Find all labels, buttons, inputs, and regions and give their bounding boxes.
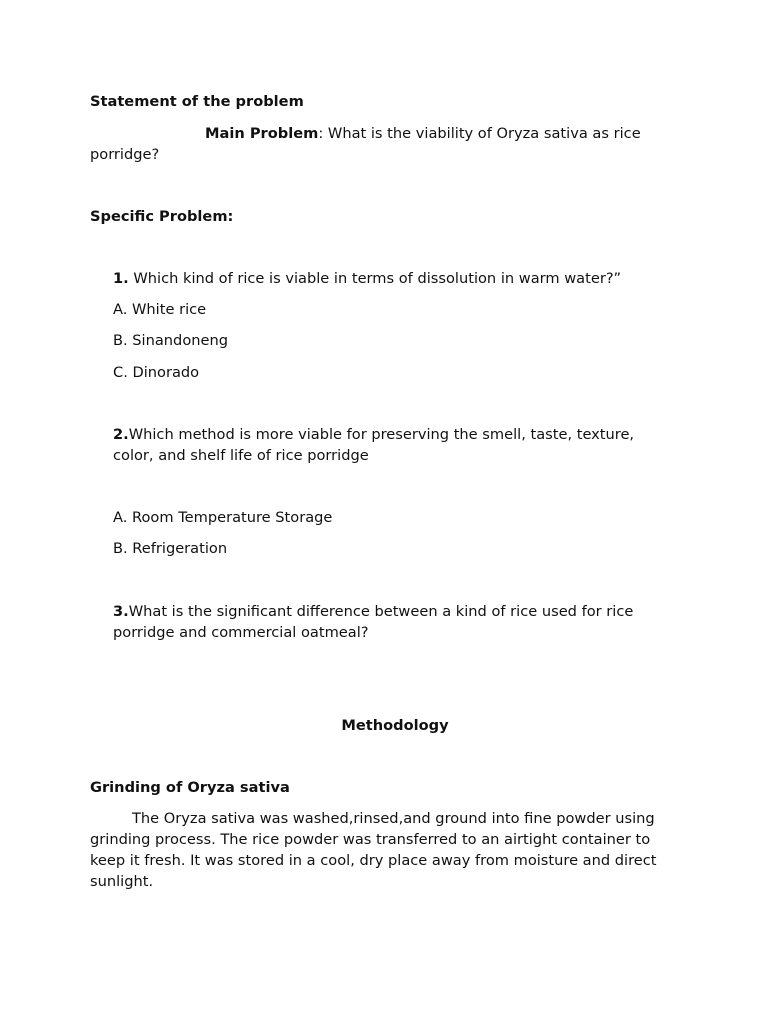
question-1-option-b: B. Sinandoneng <box>113 332 228 349</box>
question-1-number: 1. <box>113 270 129 287</box>
question-2-number: 2. <box>113 426 129 443</box>
main-problem-text: : What is the viability of Oryza sativa as rice <box>318 125 641 142</box>
question-2-text: Which method is more viable for preserving the smell, taste, texture, color, and shelf life of rice porridge <box>113 426 635 464</box>
main-problem-text-cont: porridge? <box>90 146 160 163</box>
question-2-option-b: B. Refrigeration <box>113 540 228 557</box>
grinding-paragraph: The Oryza sativa was washed,rinsed,and ground into fine powder using grinding process. The rice powder was transferred to an airtight container to keep it fresh. It was stored in a cool, dry place away from moisture and direct sunlight. <box>90 810 657 890</box>
main-problem <box>90 123 690 165</box>
question-2 <box>113 424 658 466</box>
statement-heading: Statement of the problem <box>90 93 304 110</box>
specific-problem-heading: Specific Problem: <box>90 208 234 225</box>
question-2-option-a: A. Room Temperature Storage <box>113 509 333 526</box>
grinding-subheading: Grinding of Oryza sativa <box>90 779 290 796</box>
question-3-text: What is the significant difference between a kind of rice used for rice porridge and commercial oatmeal? <box>113 603 634 641</box>
main-problem-label: Main Problem <box>205 125 319 142</box>
methodology-heading: Methodology <box>341 717 449 734</box>
question-1-option-c: C. Dinorado <box>113 364 200 381</box>
question-1-option-a: A. White rice <box>113 301 207 318</box>
question-3-number: 3. <box>113 603 129 620</box>
question-3 <box>113 601 658 643</box>
question-1-text: Which kind of rice is viable in terms of dissolution in warm water?” <box>128 270 622 287</box>
question-1 <box>113 268 673 289</box>
